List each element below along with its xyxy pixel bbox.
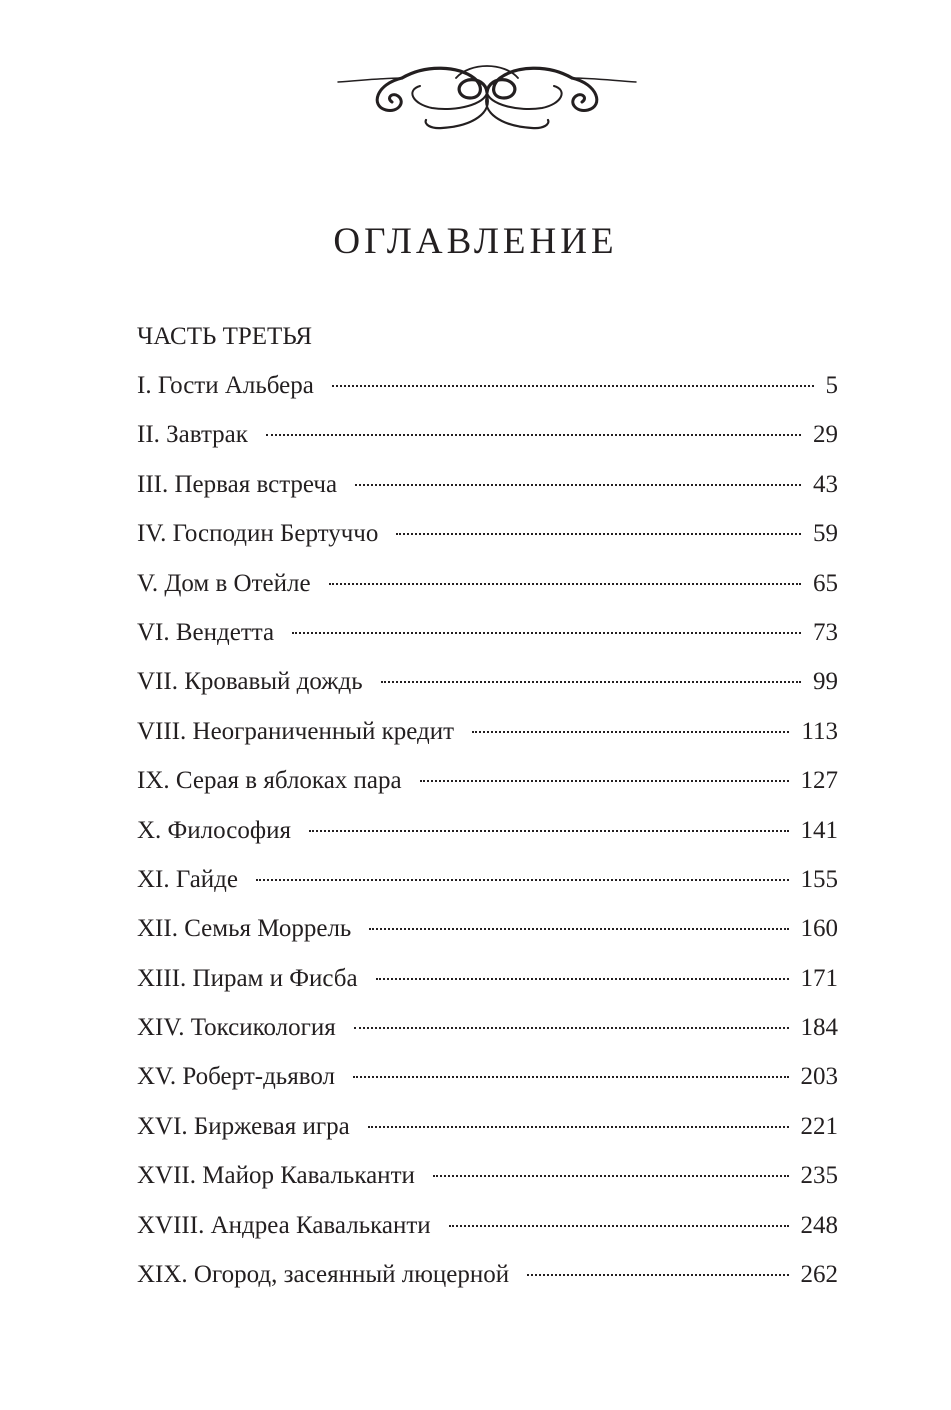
dot-leader (329, 583, 801, 585)
page-title: ОГЛАВЛЕНИЕ (333, 220, 618, 262)
dot-leader (433, 1175, 789, 1177)
toc-entry[interactable] (137, 714, 838, 763)
toc-entry[interactable] (137, 1109, 838, 1158)
dot-leader (354, 1027, 789, 1029)
toc-entry-page: 221 (800, 1112, 838, 1140)
toc-entry-page: 29 (813, 421, 838, 449)
dot-leader (368, 1126, 789, 1128)
dot-leader (309, 830, 789, 832)
toc-entry[interactable] (137, 911, 838, 960)
toc-entry-title: XIX. Огород, засеянный люцерной (137, 1261, 510, 1289)
toc-entry-title: XV. Роберт-дьявол (137, 1063, 335, 1091)
toc-entry-page: 171 (800, 964, 838, 992)
toc-entry-page: 113 (801, 717, 838, 745)
toc-entry-title: X. Философия (137, 816, 291, 844)
dot-leader (472, 731, 789, 733)
toc-entry-title: XIII. Пирам и Фисба (137, 964, 358, 992)
toc-entry-title: II. Завтрак (137, 421, 248, 449)
dot-leader (527, 1274, 788, 1276)
toc-entry[interactable] (137, 1010, 838, 1059)
flourish-ornament-icon (336, 54, 638, 134)
toc-entry-title: XVI. Биржевая игра (137, 1112, 350, 1140)
toc-entry-title: V. Дом в Отейле (137, 569, 311, 597)
toc-entry[interactable] (137, 467, 838, 516)
toc-entry-page: 127 (800, 767, 838, 795)
dot-leader (332, 385, 814, 387)
dot-leader (292, 632, 801, 634)
dot-leader (420, 780, 789, 782)
toc-entry-title: XVIII. Андреа Кавальканти (137, 1211, 431, 1239)
toc-entry-page: 141 (800, 816, 838, 844)
dot-leader (353, 1076, 789, 1078)
toc-entry[interactable] (137, 664, 838, 713)
toc-entry[interactable] (137, 368, 838, 417)
toc-entry-title: IX. Серая в яблоках пара (137, 767, 402, 795)
toc-entry-page: 248 (800, 1211, 838, 1239)
toc-entry-title: VII. Кровавый дождь (137, 668, 363, 696)
toc-entry-title: XVII. Майор Кавальканти (137, 1162, 415, 1190)
toc-entry-page: 43 (813, 470, 838, 498)
toc-entry[interactable] (137, 862, 838, 911)
toc-entry-page: 184 (800, 1014, 838, 1042)
toc-entry-page: 59 (813, 520, 838, 548)
dot-leader (449, 1225, 789, 1227)
toc-entry-title: IV. Господин Бертуччо (137, 520, 379, 548)
toc-entry-title: I. Гости Альбера (137, 372, 314, 399)
toc-entry-title: XIV. Токсикология (137, 1014, 336, 1042)
table-of-contents (137, 368, 838, 1306)
toc-entry[interactable] (137, 1059, 838, 1108)
toc-entry[interactable] (137, 961, 838, 1010)
toc-entry-page: 65 (813, 569, 838, 597)
toc-entry-title: VI. Вендетта (137, 618, 275, 646)
toc-entry[interactable] (137, 615, 838, 664)
toc-entry-page: 235 (800, 1162, 838, 1190)
toc-entry-title: XI. Гайде (137, 865, 239, 893)
dot-leader (355, 484, 801, 486)
dot-leader (369, 928, 788, 930)
dot-leader (376, 978, 789, 980)
toc-entry[interactable] (137, 1158, 838, 1207)
toc-entry-page: 262 (800, 1261, 838, 1289)
toc-entry[interactable] (137, 516, 838, 565)
dot-leader (381, 681, 801, 683)
dot-leader (256, 879, 788, 881)
toc-entry[interactable] (137, 566, 838, 615)
toc-entry-page: 73 (813, 618, 838, 646)
toc-entry-page: 160 (800, 915, 838, 943)
toc-entry[interactable] (137, 813, 838, 862)
dot-leader (266, 434, 801, 436)
toc-entry[interactable] (137, 417, 838, 466)
toc-entry[interactable] (137, 763, 838, 812)
toc-entry[interactable] (137, 1208, 838, 1257)
part-heading: ЧАСТЬ ТРЕТЬЯ (137, 323, 313, 350)
dot-leader (396, 533, 801, 535)
toc-entry-title: VIII. Неограниченный кредит (137, 717, 455, 745)
toc-entry-page: 203 (800, 1063, 838, 1091)
toc-entry-page: 155 (800, 865, 838, 893)
toc-entry[interactable] (137, 1257, 838, 1306)
toc-entry-page: 5 (825, 372, 838, 399)
toc-entry-title: III. Первая встреча (137, 470, 338, 498)
toc-entry-title: XII. Семья Моррель (137, 915, 352, 943)
toc-entry-page: 99 (813, 668, 838, 696)
